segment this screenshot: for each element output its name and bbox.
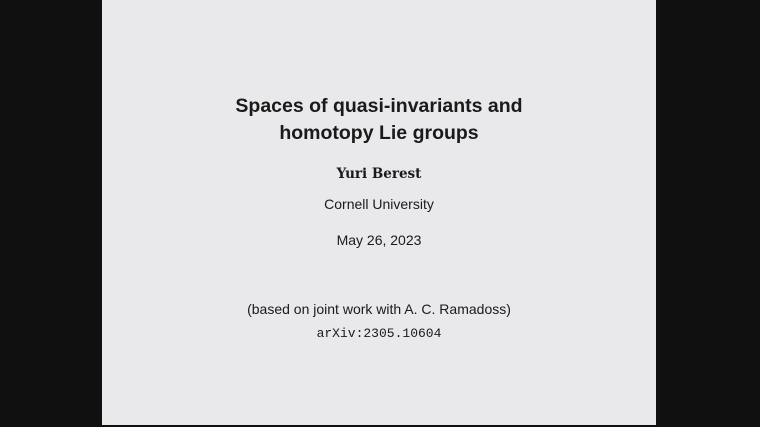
author: Yuri Berest [336,166,422,182]
title-line-2: homotopy Lie groups [279,122,479,144]
slide [102,0,656,425]
date: May 26, 2023 [336,232,422,248]
joint-work-note: (based on joint work with A. C. Ramadoss) [247,301,511,317]
institution: Cornell University [324,196,434,212]
title-line-1: Spaces of quasi-invariants and [235,95,523,117]
slide-title [102,93,656,147]
arxiv-reference: arXiv:2305.10604 [316,326,442,341]
